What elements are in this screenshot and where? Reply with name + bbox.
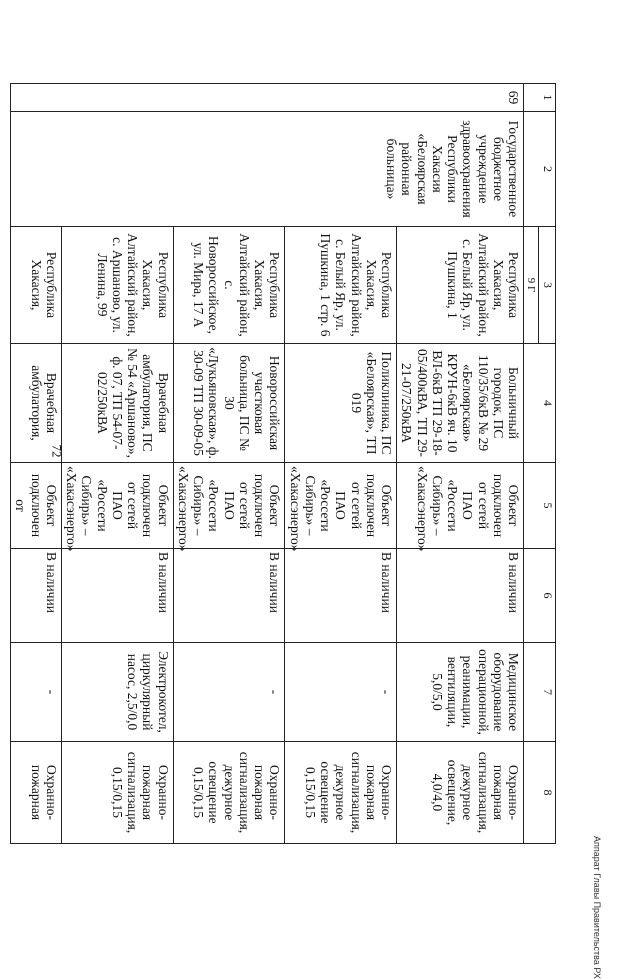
systems-cell: Охранно-пожарная сигнализация, дежурное освещение 0,15/0,15 xyxy=(285,742,397,844)
systems-cell: Охранно-пожарная сигнализация, дежурное освещение 0,15/0,15 xyxy=(173,742,285,844)
header-col-8: 8 xyxy=(524,742,556,844)
object-cell: Новороссийская участковая больница, ПС № 30 «Лукьяновская», ф. 30-09 ТП 30-09-05 xyxy=(173,344,285,463)
header-col-7: 7 xyxy=(524,643,556,742)
header-col-5: 5 xyxy=(524,463,556,549)
equipment-cell: Электрокотел, циркулярный насос, 2,5/0,0 xyxy=(61,643,173,742)
margin-stamp-note: Аппарат Главы Правительства РХ xyxy=(592,836,602,979)
connection-cell: Объект подключен от сетей ПАО «Россети Сибирь» – «Хакасэнерго» xyxy=(285,463,397,549)
reserve-cell: В наличии xyxy=(61,549,173,643)
address-cell: Республика Хакасия, Алтайский район, с. Новороссийское, ул. Мира, 17 А xyxy=(173,227,285,344)
equipment-cell: - xyxy=(173,643,285,742)
header-col-4: 4 xyxy=(524,344,556,463)
connection-cell: Объект подключен от xyxy=(11,463,62,549)
object-cell: Врачебная амбулатория, xyxy=(11,344,62,463)
object-cell: Больничный городок, ПС 110/35/6кВ № 29 «Белоярская» КРУН-6кВ яч. 10 ВЛ-6кВ ТП 29-18-05/400кВА, ТП 29-21-07/250кВА xyxy=(397,344,524,463)
object-cell: Врачебная амбулатория, ПС № 54 «Аршаново», ф. 07, ТП 54-07-02/250кВА xyxy=(61,344,173,463)
header-col-2: 2 xyxy=(524,112,556,227)
header-row xyxy=(539,84,556,844)
address-cell: Республика Хакасия, xyxy=(11,227,62,344)
equipment-cell: - xyxy=(285,643,397,742)
reserve-cell: В наличии xyxy=(285,549,397,643)
reserve-cell: В наличии xyxy=(397,549,524,643)
connection-cell: Объект подключен от сетей ПАО «Россети Сибирь» – «Хакасэнерго» xyxy=(397,463,524,549)
table-row xyxy=(397,84,524,844)
address-cell: Республика Хакасия, Алтайский район, с. Аршаново, ул. Ленина, 99 xyxy=(61,227,173,344)
address-cell: Республика Хакасия, Алтайский район, с. Белый Яр, ул. Пушкина, 1 стр. 6 xyxy=(285,227,397,344)
connection-cell: Объект подключен от сетей ПАО «Россети Сибирь» – «Хакасэнерго» xyxy=(173,463,285,549)
object-cell: Поликлиника, ПС «Белоярская», ТП 019 xyxy=(285,344,397,463)
systems-cell: Охранно-пожарная сигнализация, дежурное освещение, 4,0/4,0 xyxy=(397,742,524,844)
reserve-cell: В наличии xyxy=(11,549,62,643)
institution-name: Государственное бюджетное учреждение здравоохранения Республики Хакасия «Белоярская районная больница» xyxy=(11,112,524,227)
reserve-cell: В наличии xyxy=(173,549,285,643)
systems-cell: Охранно-пожарная сигнализация, 0,15/0,15 xyxy=(61,742,173,844)
page-number: 72 xyxy=(49,444,65,458)
equipment-cell: Медицинское оборудование операционной, реанимации, вентиляции, 5,0/5,0 xyxy=(397,643,524,742)
address-cell: Республика Хакасия, Алтайский район, с. Белый Яр, ул. Пушкина, 1 xyxy=(397,227,524,344)
header-col-3: 3 xyxy=(539,227,556,344)
equipment-cell: - xyxy=(11,643,62,742)
header-col-6: 6 xyxy=(524,549,556,643)
group-number: 69 xyxy=(11,84,524,112)
connection-cell: Объект подключен от сетей ПАО «Россети Сибирь» – «Хакасэнерго» xyxy=(61,463,173,549)
header-col-1: 1 xyxy=(524,84,556,112)
power-supply-table xyxy=(10,83,556,844)
document-table-rotated xyxy=(13,83,556,843)
subheader-col-3: 9 Г xyxy=(524,227,539,344)
systems-cell: Охранно-пожарная xyxy=(11,742,62,844)
